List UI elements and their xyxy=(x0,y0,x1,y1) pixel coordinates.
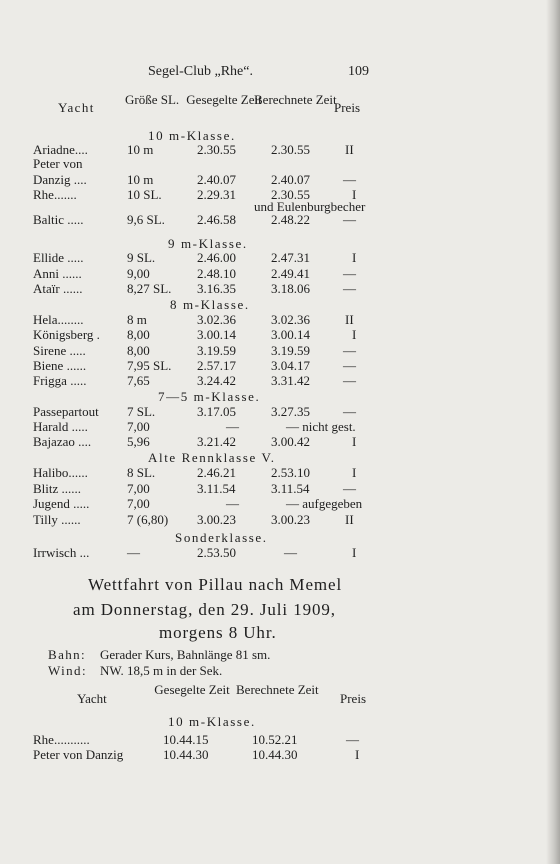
course-label: Bahn: xyxy=(48,647,87,662)
running-title: Segel-Club „Rhe“. xyxy=(148,64,253,79)
section-title: 10 m-Klasse. xyxy=(148,128,236,143)
yacht-size: 7,95 SL. xyxy=(127,358,172,373)
race2-col-prize: Preis xyxy=(340,691,366,706)
yacht-name: Tilly ...... xyxy=(33,512,81,527)
yacht-name: Anni ...... xyxy=(33,266,82,281)
sailed-time: 2.57.17 xyxy=(197,358,236,373)
col-header-sailed-time: Gesegelte Zeit xyxy=(186,92,262,107)
yacht-name: Harald ..... xyxy=(33,419,88,434)
calculated-time: 2.47.31 xyxy=(271,250,310,265)
yacht-name: Ariadne.... xyxy=(33,142,88,157)
yacht-size: 5,96 xyxy=(127,434,150,449)
yacht-size: 8,00 xyxy=(127,343,150,358)
col-header-size: Größe SL. xyxy=(125,92,180,107)
yacht-size: — xyxy=(127,545,140,560)
prize: — xyxy=(343,373,356,388)
calculated-time: 3.00.14 xyxy=(271,327,310,342)
prize: I xyxy=(352,465,357,480)
yacht-name: Bajazao .... xyxy=(33,434,92,449)
race2-title-line2: am Donnerstag, den 29. Juli 1909, xyxy=(73,600,336,619)
prize: I xyxy=(352,545,357,560)
prize: — xyxy=(343,281,356,296)
yacht-name: Hela........ xyxy=(33,312,84,327)
sailed-time: 10.44.15 xyxy=(163,732,209,747)
section-title: Sonderklasse. xyxy=(175,530,268,545)
yacht-name: Sirene ..... xyxy=(33,343,86,358)
sailed-time: 2.46.58 xyxy=(197,212,236,227)
yacht-size: 7,00 xyxy=(127,419,150,434)
prize: — xyxy=(343,343,356,358)
calculated-time: 3.02.36 xyxy=(271,312,310,327)
page-number: 109 xyxy=(348,64,369,79)
prize: II xyxy=(345,142,354,157)
calculated-time: 3.27.35 xyxy=(271,404,310,419)
calculated-time: 2.30.55 xyxy=(271,187,310,202)
yacht-name: Ellide ..... xyxy=(33,250,84,265)
calculated-time: 10.44.30 xyxy=(252,747,298,762)
yacht-size: 9,6 SL. xyxy=(127,212,165,227)
calculated-time: 3.19.59 xyxy=(271,343,310,358)
prize-note: und Eulenburgbecher xyxy=(254,199,366,214)
yacht-name: Passepartout xyxy=(33,404,99,419)
sailed-time: 3.00.14 xyxy=(197,327,236,342)
binding-gutter-shadow xyxy=(546,0,560,864)
calculated-time: — xyxy=(284,545,297,560)
sailed-time: 3.21.42 xyxy=(197,434,236,449)
prize: I xyxy=(355,747,360,762)
col-header-prize: Preis xyxy=(334,100,360,115)
calculated-time: 10.52.21 xyxy=(252,732,298,747)
calculated-time: 2.48.22 xyxy=(271,212,310,227)
prize: — xyxy=(343,481,356,496)
sailed-time: 3.24.42 xyxy=(197,373,236,388)
yacht-name: Blitz ...... xyxy=(33,481,82,496)
sailed-time: 3.16.35 xyxy=(197,281,236,296)
wind-value: NW. 18,5 m in der Sek. xyxy=(100,663,223,678)
prize: — xyxy=(343,266,356,281)
calculated-time: 3.00.23 xyxy=(271,512,310,527)
calculated-time: 3.04.17 xyxy=(271,358,310,373)
col-header-calculated-time: Berechnete Zeit xyxy=(254,92,337,107)
yacht-size: 10 SL. xyxy=(127,187,162,202)
prize: I xyxy=(352,327,357,342)
sailed-time: 2.46.00 xyxy=(197,250,236,265)
prize: — xyxy=(343,358,356,373)
calculated-time: 3.31.42 xyxy=(271,373,310,388)
race2-section-title: 10 m-Klasse. xyxy=(168,714,256,729)
yacht-name: Rhe........... xyxy=(33,732,90,747)
calculated-time: — nicht gest. xyxy=(286,419,356,434)
yacht-size: 7 SL. xyxy=(127,404,156,419)
yacht-name: Biene ...... xyxy=(33,358,87,373)
sailed-time: 3.17.05 xyxy=(197,404,236,419)
prize: I xyxy=(352,434,357,449)
calculated-time: — aufgegeben xyxy=(286,496,363,511)
yacht-size: 9,00 xyxy=(127,266,150,281)
calculated-time: 2.49.41 xyxy=(271,266,310,281)
yacht-size: 8,00 xyxy=(127,327,150,342)
prize: — xyxy=(343,212,356,227)
yacht-size: 10 m xyxy=(127,142,154,157)
yacht-size: 8 m xyxy=(127,312,147,327)
yacht-name: Halibo...... xyxy=(33,465,88,480)
yacht-name: Irrwisch ... xyxy=(33,545,90,560)
sailed-time: 3.11.54 xyxy=(197,481,236,496)
col-header-yacht: Yacht xyxy=(58,100,95,115)
sailed-time: 3.02.36 xyxy=(197,312,236,327)
sailed-time: 2.46.21 xyxy=(197,465,236,480)
sailed-time: 2.48.10 xyxy=(197,266,236,281)
sailed-time: 3.19.59 xyxy=(197,343,236,358)
sailed-time: 2.40.07 xyxy=(197,172,236,187)
calculated-time: 2.30.55 xyxy=(271,142,310,157)
yacht-name: Frigga ..... xyxy=(33,373,87,388)
calculated-time: 3.18.06 xyxy=(271,281,310,296)
sailed-time: 2.53.50 xyxy=(197,545,236,560)
prize: — xyxy=(343,172,356,187)
yacht-size: 8,27 SL. xyxy=(127,281,172,296)
race2-col-yacht: Yacht xyxy=(77,691,107,706)
sailed-time: — xyxy=(226,496,239,511)
section-title: Alte Rennklasse V. xyxy=(148,450,276,465)
yacht-name: Peter von Danzig xyxy=(33,747,124,762)
calculated-time: 2.53.10 xyxy=(271,465,310,480)
sailed-time: 10.44.30 xyxy=(163,747,209,762)
section-title: 7—5 m-Klasse. xyxy=(158,389,261,404)
yacht-name: Jugend ..... xyxy=(33,496,90,511)
prize: I xyxy=(352,250,357,265)
yacht-name: Peter von xyxy=(33,156,83,171)
yacht-name: Danzig .... xyxy=(33,172,87,187)
yacht-size: 7,00 xyxy=(127,481,150,496)
calculated-time: 2.40.07 xyxy=(271,172,310,187)
calculated-time: 3.11.54 xyxy=(271,481,310,496)
race2-col-sailed-time: Gesegelte Zeit xyxy=(154,682,230,697)
race2-col-calculated-time: Berechnete Zeit xyxy=(236,682,319,697)
prize: I xyxy=(352,187,357,202)
prize: — xyxy=(343,404,356,419)
yacht-size: 7 (6,80) xyxy=(127,512,169,527)
yacht-name: Königsberg . xyxy=(33,327,100,342)
yacht-size: 9 SL. xyxy=(127,250,156,265)
sailed-time: 3.00.23 xyxy=(197,512,236,527)
yacht-size: 7,00 xyxy=(127,496,150,511)
section-title: 9 m-Klasse. xyxy=(168,236,248,251)
calculated-time: 3.00.42 xyxy=(271,434,310,449)
prize: — xyxy=(346,732,359,747)
sailed-time: 2.29.31 xyxy=(197,187,236,202)
race2-title-line1: Wettfahrt von Pillau nach Memel xyxy=(88,575,343,594)
sailed-time: — xyxy=(226,419,239,434)
section-title: 8 m-Klasse. xyxy=(170,297,250,312)
yacht-size: 10 m xyxy=(127,172,154,187)
prize: II xyxy=(345,512,354,527)
course-value: Gerader Kurs, Bahnlänge 81 sm. xyxy=(100,647,271,662)
prize: II xyxy=(345,312,354,327)
yacht-size: 7,65 xyxy=(127,373,150,388)
race2-title-line3: morgens 8 Uhr. xyxy=(159,623,277,642)
yacht-name: Ataïr ...... xyxy=(33,281,83,296)
yacht-name: Rhe....... xyxy=(33,187,77,202)
sailed-time: 2.30.55 xyxy=(197,142,236,157)
wind-label: Wind: xyxy=(48,663,87,678)
yacht-size: 8 SL. xyxy=(127,465,156,480)
yacht-name: Baltic ..... xyxy=(33,212,84,227)
